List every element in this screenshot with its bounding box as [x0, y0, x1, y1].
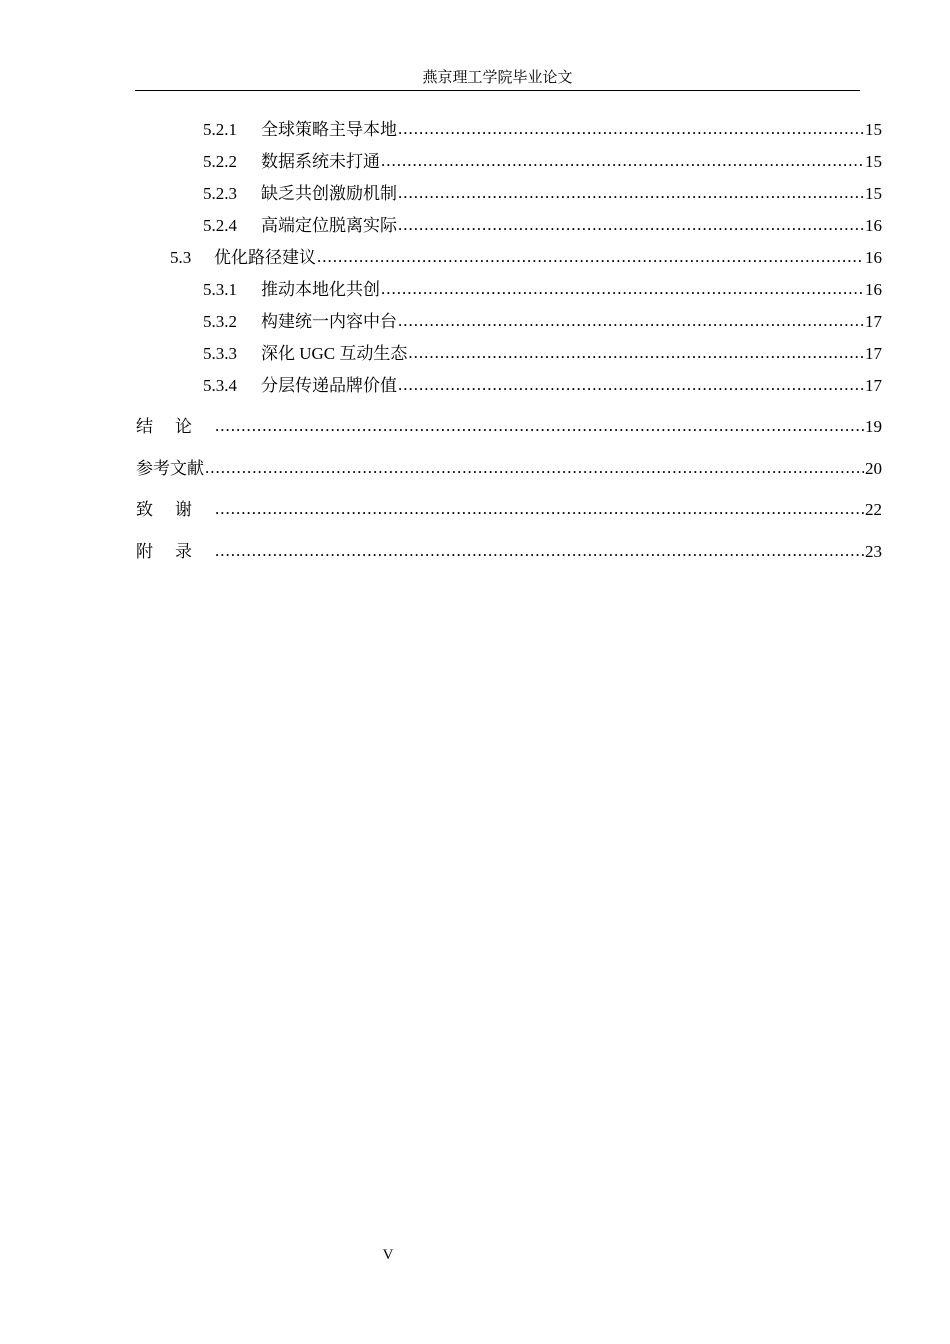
toc-entry-5-2-3[interactable] [203, 183, 882, 205]
toc-entry-number: 5.3.3 [203, 344, 237, 363]
toc-entry-title: 推动本地化共创 [261, 280, 380, 299]
toc-entry-title: 高端定位脱离实际 [261, 216, 397, 235]
toc-entry-title: 结论 [136, 417, 214, 437]
toc-entry-acknowledgements[interactable] [136, 499, 882, 521]
toc-entry-page: 16 [865, 248, 882, 267]
toc-dot-leader [398, 310, 864, 332]
page-header [135, 66, 860, 91]
toc-entry-title: 全球策略主导本地 [261, 120, 397, 139]
toc-entry-page: 17 [865, 312, 882, 331]
toc-dot-leader [398, 182, 864, 204]
toc-dot-leader [398, 118, 864, 140]
toc-entry-5-2-2[interactable] [203, 151, 882, 173]
toc-dot-leader [215, 498, 864, 520]
toc-entry-title: 缺乏共创激励机制 [261, 184, 397, 203]
toc-entry-5-3-3[interactable] [203, 343, 882, 365]
toc-dot-leader [408, 342, 864, 364]
toc-entry-number: 5.3.1 [203, 280, 237, 299]
toc-entry-5-3[interactable] [170, 247, 882, 269]
toc-entry-5-3-4[interactable] [203, 375, 882, 397]
toc-entry-number: 5.3 [170, 248, 192, 267]
toc-dot-leader [381, 278, 864, 300]
toc-entry-page: 19 [865, 417, 882, 436]
toc-entry-number: 5.3.4 [203, 376, 237, 395]
toc-entry-title: 深化 UGC 互动生态 [261, 344, 408, 363]
toc-entry-page: 17 [865, 344, 882, 363]
toc-entry-page: 23 [865, 542, 882, 561]
toc-entry-appendix[interactable] [136, 541, 882, 563]
toc-entry-title: 数据系统未打通 [261, 152, 380, 171]
toc-entry-title: 致谢 [136, 500, 214, 520]
toc-dot-leader [381, 150, 864, 172]
toc-entry-5-3-2[interactable] [203, 311, 882, 333]
toc-dot-leader [205, 457, 864, 479]
toc-dot-leader [317, 246, 864, 268]
header-title: 燕京理工学院毕业论文 [422, 70, 573, 86]
toc-entry-title: 分层传递品牌价值 [261, 376, 397, 395]
toc-entry-conclusion[interactable] [136, 416, 882, 438]
toc-entry-5-2-4[interactable] [203, 215, 882, 237]
toc-dot-leader [215, 415, 864, 437]
page-number: V [382, 1247, 394, 1263]
toc-entry-page: 15 [865, 152, 882, 171]
toc-entry-number: 5.2.4 [203, 216, 237, 235]
toc-dot-leader [215, 540, 864, 562]
toc-dot-leader [398, 214, 864, 236]
toc-dot-leader [398, 374, 864, 396]
toc-entry-number: 5.2.3 [203, 184, 237, 203]
toc-entry-page: 15 [865, 184, 882, 203]
toc-entry-5-2-1[interactable] [203, 119, 882, 141]
toc-entry-page: 16 [865, 280, 882, 299]
toc-entry-title: 附录 [136, 542, 214, 562]
page-footer [370, 1245, 406, 1265]
toc-entry-references[interactable] [136, 458, 882, 480]
toc-entry-number: 5.3.2 [203, 312, 237, 331]
toc-entry-page: 20 [865, 459, 882, 478]
toc-entry-title: 优化路径建议 [214, 248, 316, 267]
toc-entry-title: 参考文献 [136, 459, 204, 479]
toc-entry-page: 17 [865, 376, 882, 395]
toc-entry-page: 16 [865, 216, 882, 235]
toc-entry-title: 构建统一内容中台 [261, 312, 397, 331]
toc-entry-number: 5.2.2 [203, 152, 237, 171]
toc-entry-page: 22 [865, 500, 882, 519]
toc-entry-5-3-1[interactable] [203, 279, 882, 301]
toc-entry-page: 15 [865, 120, 882, 139]
toc-entry-number: 5.2.1 [203, 120, 237, 139]
